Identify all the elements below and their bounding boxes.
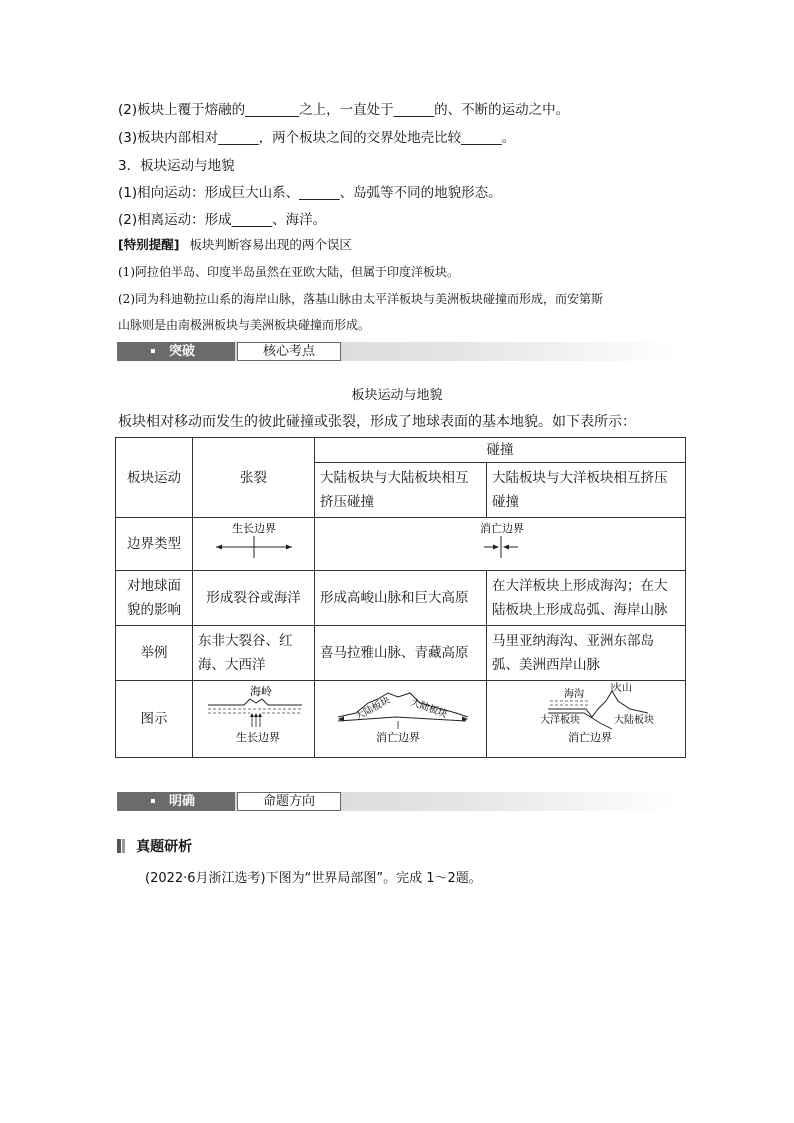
boundary-consume-cell bbox=[315, 518, 686, 571]
banner-tag: 突破 bbox=[117, 342, 235, 361]
study-heading bbox=[117, 835, 193, 855]
row-effect-label: 对地球面貌的影响 bbox=[116, 571, 193, 626]
growth-boundary-caption: 生长边界 bbox=[235, 731, 280, 744]
effect-continent-ocean: 在大洋板块上形成海沟；在大陆板块上形成岛弧、海岸山脉 bbox=[487, 571, 686, 626]
oceanic-plate-label: 大洋板块 bbox=[540, 715, 580, 726]
rift-diagram bbox=[194, 681, 314, 749]
row-boundary-label: 边界类型 bbox=[116, 518, 193, 571]
consumption-boundary-caption-3: 消亡边界 bbox=[568, 731, 612, 744]
reminder-note-1: (1)阿拉伯半岛、印度半岛虽然在亚欧大陆，但属于印度洋板块。 bbox=[118, 265, 460, 279]
figure-continent-continent-cell bbox=[315, 681, 487, 758]
header-continent-ocean: 大陆板块与大洋板块相互挤压碰撞 bbox=[487, 463, 686, 518]
continent-right-label: 大陆板块 bbox=[408, 696, 449, 721]
header-motion: 板块运动 bbox=[116, 438, 193, 518]
plate-motion-table bbox=[115, 437, 686, 758]
growth-boundary-label: 生长边界 bbox=[231, 522, 276, 535]
continent-ocean-diagram bbox=[488, 681, 684, 749]
consumption-boundary-label: 消亡边界 bbox=[480, 522, 524, 535]
reminder-note-2b: 山脉则是由南极洲板块与美洲板块碰撞而形成。 bbox=[118, 318, 371, 332]
reminder-label: [特别提醒] bbox=[118, 237, 180, 252]
effect-continent-continent: 形成高峻山脉和巨大高原 bbox=[315, 571, 487, 626]
reminder-title: 板块判断容易出现的两个误区 bbox=[189, 237, 352, 252]
example-rift: 东非大裂谷、红海、大西洋 bbox=[193, 626, 315, 681]
consumption-boundary-caption-2: 消亡边界 bbox=[375, 731, 420, 744]
item-converge: (1)相向运动：形成巨大山系、______、岛弧等不同的地貌形态。 bbox=[118, 185, 502, 201]
volcano-label: 火山 bbox=[612, 683, 632, 694]
section-banner-breakthrough bbox=[117, 342, 677, 361]
banner-subtitle: 核心考点 bbox=[237, 342, 341, 361]
header-collision: 碰撞 bbox=[315, 438, 686, 463]
intro-line-2: (2)板块上覆于熔融的________之上，一直处于______的、不断的运动之中。 bbox=[118, 102, 570, 118]
header-continent-continent: 大陆板块与大陆板块相互挤压碰撞 bbox=[315, 463, 487, 518]
example-continent-continent: 喜马拉雅山脉、青藏高原 bbox=[315, 626, 487, 681]
trench-label: 海沟 bbox=[564, 689, 584, 700]
continental-plate-label: 大陆板块 bbox=[614, 715, 654, 726]
study-title: 真题研析 bbox=[136, 838, 193, 855]
growth-boundary-symbol bbox=[194, 518, 314, 562]
figure-continent-ocean-cell bbox=[487, 681, 686, 758]
row-example-label: 举例 bbox=[116, 626, 193, 681]
header-rift: 张裂 bbox=[193, 438, 315, 518]
reminder-note-2a: (2)同为科迪勒拉山系的海岸山脉，落基山脉由太平洋板块与美洲板块碰撞而形成，而安第斯 bbox=[118, 292, 604, 306]
example-continent-ocean: 马里亚纳海沟、亚洲东部岛弧、美洲西岸山脉 bbox=[487, 626, 686, 681]
item-diverge: (2)相离运动：形成______、海洋。 bbox=[118, 212, 327, 228]
ridge-label: 海岭 bbox=[249, 685, 272, 698]
banner-subtitle-2: 命题方向 bbox=[237, 792, 341, 811]
intro-line-3: (3)板块内部相对______，两个板块之间的交界处地壳比较______。 bbox=[118, 130, 516, 146]
consumption-boundary-symbol bbox=[316, 518, 684, 562]
boundary-growth-cell bbox=[193, 518, 315, 571]
figure-rift-cell bbox=[193, 681, 315, 758]
table-title: 板块运动与地貌 bbox=[351, 388, 443, 403]
heading-plate-motion: 3．板块运动与地貌 bbox=[118, 158, 235, 174]
table-description: 板块相对移动而发生的彼此碰撞或张裂，形成了地球表面的基本地貌。如下表所示： bbox=[118, 414, 636, 430]
row-figure-label: 图示 bbox=[116, 681, 193, 758]
effect-rift: 形成裂谷或海洋 bbox=[193, 571, 315, 626]
reminder-heading bbox=[118, 235, 352, 253]
banner-tag-2: 明确 bbox=[117, 792, 235, 811]
continent-continent-diagram bbox=[316, 681, 486, 749]
continent-left-label: 大陆板块 bbox=[352, 695, 392, 723]
section-banner-direction bbox=[117, 792, 677, 811]
question-text: (2022·6月浙江选考)下图为“世界局部图”。完成 1～2题。 bbox=[145, 871, 482, 886]
